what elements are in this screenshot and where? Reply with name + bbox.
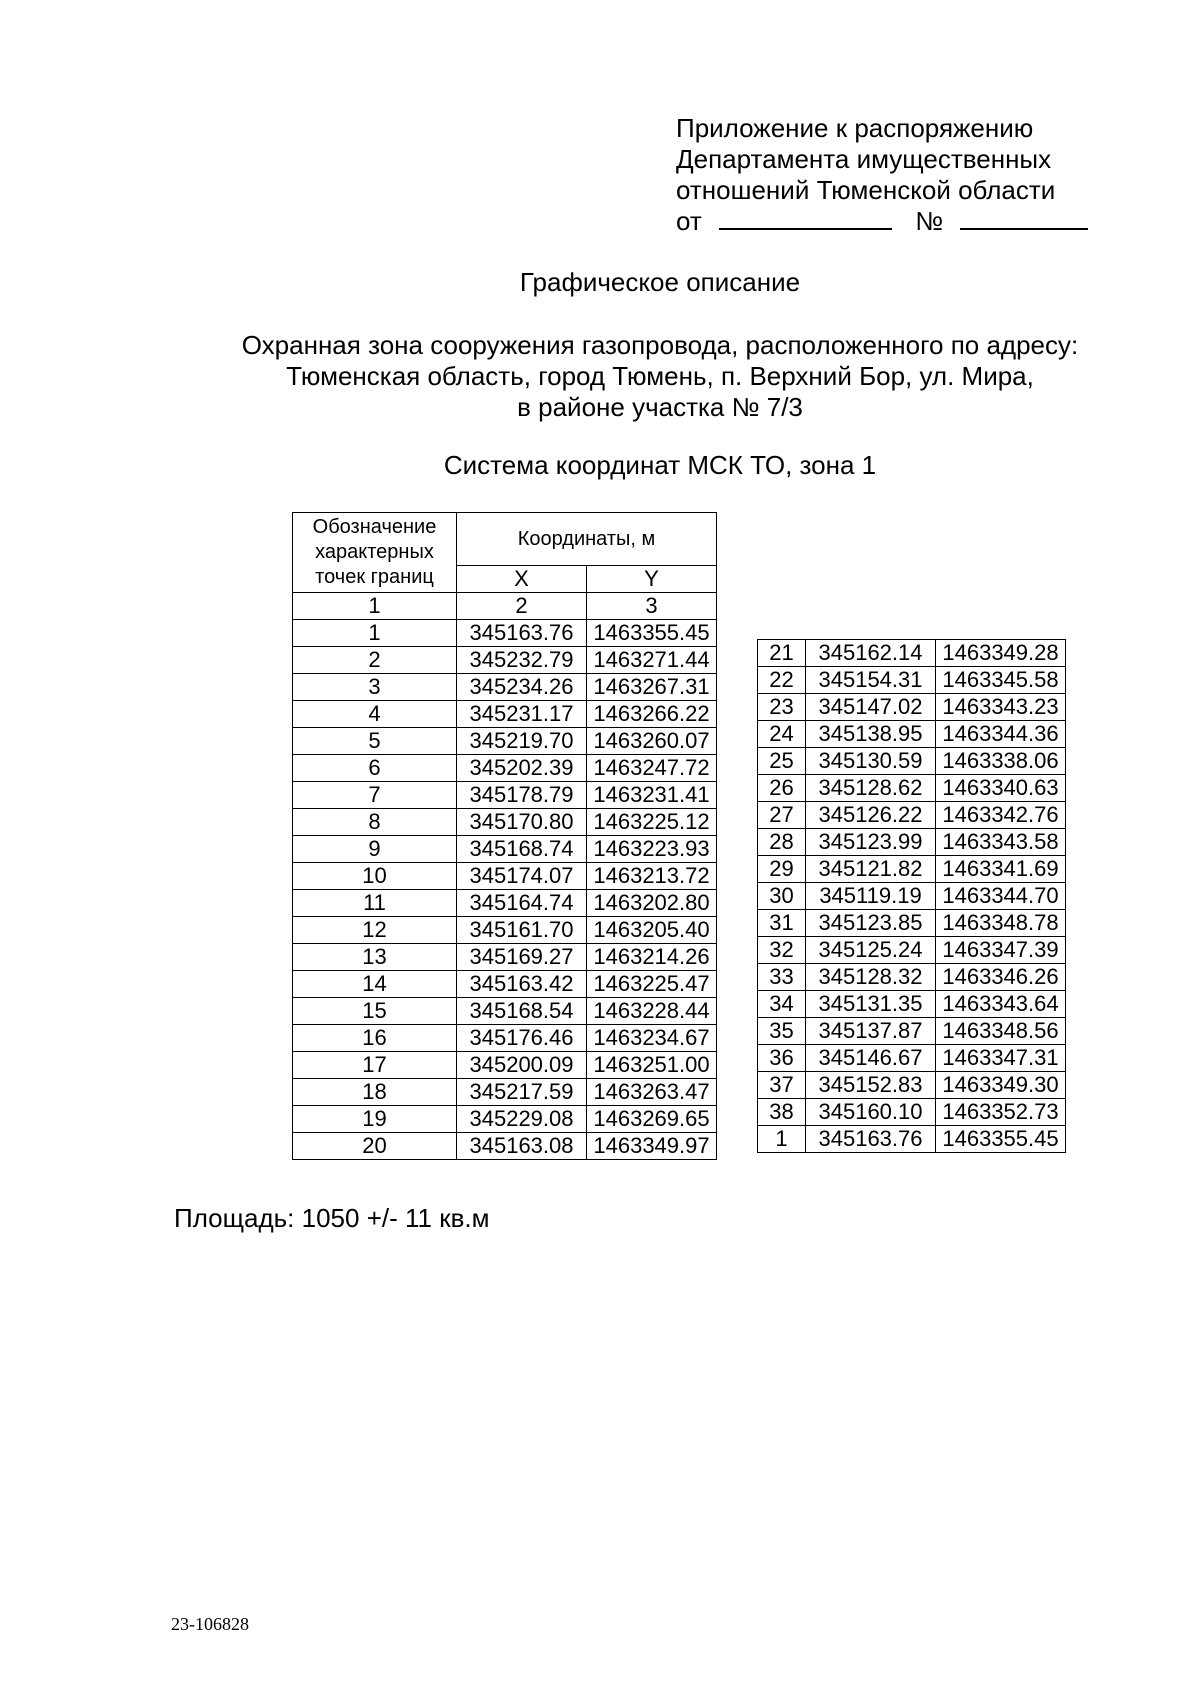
- table-row: [758, 1018, 1066, 1045]
- table-row: [293, 836, 717, 863]
- table-row: [758, 964, 1066, 991]
- appendix-date-number-line: [676, 206, 1088, 237]
- x-coordinate-cell: 345138.95: [806, 721, 936, 748]
- subject-line-1: Охранная зона сооружения газопровода, расположенного по адресу:: [241, 330, 1079, 360]
- table-row: [758, 1045, 1066, 1072]
- x-coordinate-cell: 345128.62: [806, 775, 936, 802]
- x-coordinate-cell: 345217.59: [457, 1079, 587, 1106]
- y-coordinate-cell: 1463342.76: [936, 802, 1066, 829]
- table-row: [758, 802, 1066, 829]
- table-row: [293, 1133, 717, 1160]
- table-row: [293, 782, 717, 809]
- table-row: [293, 1079, 717, 1106]
- y-coordinate-cell: 1463251.00: [587, 1052, 717, 1079]
- y-coordinate-cell: 1463347.39: [936, 937, 1066, 964]
- point-number-cell: 25: [758, 748, 806, 775]
- y-header: Y: [587, 566, 717, 593]
- table-row: [293, 863, 717, 890]
- y-coordinate-cell: 1463223.93: [587, 836, 717, 863]
- y-coordinate-cell: 1463266.22: [587, 701, 717, 728]
- y-coordinate-cell: 1463343.58: [936, 829, 1066, 856]
- y-coordinate-cell: 1463348.78: [936, 910, 1066, 937]
- point-number-cell: 32: [758, 937, 806, 964]
- number-blank: [960, 206, 1088, 230]
- y-coordinate-cell: 1463225.12: [587, 809, 717, 836]
- y-coordinate-cell: 1463343.23: [936, 694, 1066, 721]
- number-label: №: [915, 206, 944, 236]
- point-number-cell: 26: [758, 775, 806, 802]
- point-number-cell: 4: [293, 701, 457, 728]
- point-number-cell: 33: [758, 964, 806, 991]
- table-header-row: [293, 513, 717, 566]
- point-number-cell: 2: [293, 647, 457, 674]
- point-header: Обозначение характерных точек границ: [293, 513, 457, 593]
- point-number-cell: 23: [758, 694, 806, 721]
- x-coordinate-cell: 345121.82: [806, 856, 936, 883]
- x-coordinate-cell: 345176.46: [457, 1025, 587, 1052]
- x-coordinate-cell: 345146.67: [806, 1045, 936, 1072]
- y-coordinate-cell: 1463352.73: [936, 1099, 1066, 1126]
- y-coordinate-cell: 1463247.72: [587, 755, 717, 782]
- x-coordinate-cell: 345178.79: [457, 782, 587, 809]
- x-coordinate-cell: 345125.24: [806, 937, 936, 964]
- x-coordinate-cell: 345131.35: [806, 991, 936, 1018]
- date-label: от: [676, 206, 702, 236]
- x-coordinate-cell: 345119.19: [806, 883, 936, 910]
- point-number-cell: 31: [758, 910, 806, 937]
- x-coordinate-cell: 345128.32: [806, 964, 936, 991]
- x-coordinate-cell: 345161.70: [457, 917, 587, 944]
- y-coordinate-cell: 1463344.70: [936, 883, 1066, 910]
- x-coordinate-cell: 345200.09: [457, 1052, 587, 1079]
- table-row: [293, 944, 717, 971]
- table-row: [293, 971, 717, 998]
- x-coordinate-cell: 345163.42: [457, 971, 587, 998]
- y-coordinate-cell: 1463349.30: [936, 1072, 1066, 1099]
- point-number-cell: 16: [293, 1025, 457, 1052]
- y-coordinate-cell: 1463355.45: [936, 1126, 1066, 1153]
- column-number: 1: [293, 593, 457, 620]
- table-row: [758, 883, 1066, 910]
- y-coordinate-cell: 1463341.69: [936, 856, 1066, 883]
- point-number-cell: 38: [758, 1099, 806, 1126]
- x-coordinate-cell: 345123.85: [806, 910, 936, 937]
- x-coordinate-cell: 345160.10: [806, 1099, 936, 1126]
- table-row: [758, 991, 1066, 1018]
- table-row: [758, 910, 1066, 937]
- y-coordinate-cell: 1463346.26: [936, 964, 1066, 991]
- document-title: Графическое описание: [519, 267, 801, 297]
- point-number-cell: 8: [293, 809, 457, 836]
- appendix-block: [676, 113, 1088, 237]
- table-row: [293, 998, 717, 1025]
- x-coordinate-cell: 345163.76: [457, 620, 587, 647]
- point-number-cell: 37: [758, 1072, 806, 1099]
- y-coordinate-cell: 1463345.58: [936, 667, 1066, 694]
- point-number-cell: 14: [293, 971, 457, 998]
- point-number-cell: 36: [758, 1045, 806, 1072]
- x-coordinate-cell: 345126.22: [806, 802, 936, 829]
- table-row: [293, 728, 717, 755]
- table-row: [758, 748, 1066, 775]
- point-number-cell: 1: [758, 1126, 806, 1153]
- table-row: [758, 1072, 1066, 1099]
- appendix-line-3: отношений Тюменской области: [676, 175, 1056, 205]
- table-row: [293, 809, 717, 836]
- table-row: [293, 890, 717, 917]
- point-number-cell: 18: [293, 1079, 457, 1106]
- y-coordinate-cell: 1463213.72: [587, 863, 717, 890]
- coords-header: Координаты, м: [457, 513, 717, 566]
- date-blank: [719, 206, 892, 230]
- table-row: [293, 701, 717, 728]
- point-number-cell: 20: [293, 1133, 457, 1160]
- point-number-cell: 9: [293, 836, 457, 863]
- y-coordinate-cell: 1463202.80: [587, 890, 717, 917]
- y-coordinate-cell: 1463214.26: [587, 944, 717, 971]
- point-number-cell: 17: [293, 1052, 457, 1079]
- subject-line-2: Тюменская область, город Тюмень, п. Верхний Бор, ул. Мира,: [286, 361, 1034, 391]
- x-coordinate-cell: 345163.76: [806, 1126, 936, 1153]
- x-coordinate-cell: 345232.79: [457, 647, 587, 674]
- x-coordinate-cell: 345169.27: [457, 944, 587, 971]
- x-coordinate-cell: 345229.08: [457, 1106, 587, 1133]
- table-row: [758, 1099, 1066, 1126]
- y-coordinate-cell: 1463267.31: [587, 674, 717, 701]
- point-number-cell: 24: [758, 721, 806, 748]
- table-row: [758, 640, 1066, 667]
- point-number-cell: 11: [293, 890, 457, 917]
- y-coordinate-cell: 1463349.97: [587, 1133, 717, 1160]
- x-coordinate-cell: 345231.17: [457, 701, 587, 728]
- point-number-cell: 35: [758, 1018, 806, 1045]
- point-number-cell: 30: [758, 883, 806, 910]
- x-coordinate-cell: 345202.39: [457, 755, 587, 782]
- point-number-cell: 3: [293, 674, 457, 701]
- point-number-cell: 6: [293, 755, 457, 782]
- table-row: [293, 620, 717, 647]
- table-row: [293, 1052, 717, 1079]
- x-coordinate-cell: 345174.07: [457, 863, 587, 890]
- point-number-cell: 1: [293, 620, 457, 647]
- x-coordinate-cell: 345164.74: [457, 890, 587, 917]
- point-number-cell: 22: [758, 667, 806, 694]
- point-number-cell: 19: [293, 1106, 457, 1133]
- y-coordinate-cell: 1463231.41: [587, 782, 717, 809]
- y-coordinate-cell: 1463349.28: [936, 640, 1066, 667]
- y-coordinate-cell: 1463340.63: [936, 775, 1066, 802]
- y-coordinate-cell: 1463228.44: [587, 998, 717, 1025]
- table-row: [293, 755, 717, 782]
- x-coordinate-cell: 345168.74: [457, 836, 587, 863]
- point-number-cell: 29: [758, 856, 806, 883]
- coordinates-table-right: [757, 639, 1066, 1153]
- x-coordinate-cell: 345168.54: [457, 998, 587, 1025]
- coordinate-system: Система координат МСК ТО, зона 1: [443, 450, 877, 480]
- table-row: [758, 694, 1066, 721]
- appendix-line-1: Приложение к распоряжению: [676, 113, 1034, 143]
- table-row: [293, 1106, 717, 1133]
- y-coordinate-cell: 1463225.47: [587, 971, 717, 998]
- table-row: [758, 1126, 1066, 1153]
- document-code: 23-106828: [171, 1614, 249, 1634]
- column-numbers-row: [293, 593, 717, 620]
- x-coordinate-cell: 345163.08: [457, 1133, 587, 1160]
- point-number-cell: 28: [758, 829, 806, 856]
- y-coordinate-cell: 1463347.31: [936, 1045, 1066, 1072]
- point-number-cell: 27: [758, 802, 806, 829]
- x-coordinate-cell: 345123.99: [806, 829, 936, 856]
- point-number-cell: 34: [758, 991, 806, 1018]
- x-header: X: [457, 566, 587, 593]
- x-coordinate-cell: 345147.02: [806, 694, 936, 721]
- y-coordinate-cell: 1463338.06: [936, 748, 1066, 775]
- area-text: Площадь: 1050 +/- 11 кв.м: [174, 1203, 490, 1233]
- subject-line-3: в районе участка № 7/3: [517, 392, 803, 422]
- y-coordinate-cell: 1463355.45: [587, 620, 717, 647]
- point-number-cell: 5: [293, 728, 457, 755]
- y-coordinate-cell: 1463205.40: [587, 917, 717, 944]
- y-coordinate-cell: 1463344.36: [936, 721, 1066, 748]
- y-coordinate-cell: 1463269.65: [587, 1106, 717, 1133]
- table-row: [758, 721, 1066, 748]
- point-number-cell: 15: [293, 998, 457, 1025]
- table-row: [293, 674, 717, 701]
- x-coordinate-cell: 345152.83: [806, 1072, 936, 1099]
- subject-block: [0, 330, 1200, 423]
- y-coordinate-cell: 1463263.47: [587, 1079, 717, 1106]
- x-coordinate-cell: 345137.87: [806, 1018, 936, 1045]
- table-row: [758, 667, 1066, 694]
- x-coordinate-cell: 345130.59: [806, 748, 936, 775]
- table-row: [758, 775, 1066, 802]
- table-row: [758, 937, 1066, 964]
- table-row: [293, 917, 717, 944]
- table-row: [758, 856, 1066, 883]
- x-coordinate-cell: 345154.31: [806, 667, 936, 694]
- table-row: [758, 829, 1066, 856]
- coordinates-table-left: [292, 512, 717, 1160]
- x-coordinate-cell: 345219.70: [457, 728, 587, 755]
- y-coordinate-cell: 1463234.67: [587, 1025, 717, 1052]
- y-coordinate-cell: 1463260.07: [587, 728, 717, 755]
- point-number-cell: 7: [293, 782, 457, 809]
- table-row: [293, 1025, 717, 1052]
- y-coordinate-cell: 1463343.64: [936, 991, 1066, 1018]
- point-number-cell: 21: [758, 640, 806, 667]
- point-number-cell: 10: [293, 863, 457, 890]
- table-row: [293, 647, 717, 674]
- y-coordinate-cell: 1463348.56: [936, 1018, 1066, 1045]
- column-number: 3: [587, 593, 717, 620]
- x-coordinate-cell: 345170.80: [457, 809, 587, 836]
- column-number: 2: [457, 593, 587, 620]
- x-coordinate-cell: 345234.26: [457, 674, 587, 701]
- y-coordinate-cell: 1463271.44: [587, 647, 717, 674]
- point-number-cell: 12: [293, 917, 457, 944]
- appendix-line-2: Департамента имущественных: [676, 144, 1052, 174]
- x-coordinate-cell: 345162.14: [806, 640, 936, 667]
- point-number-cell: 13: [293, 944, 457, 971]
